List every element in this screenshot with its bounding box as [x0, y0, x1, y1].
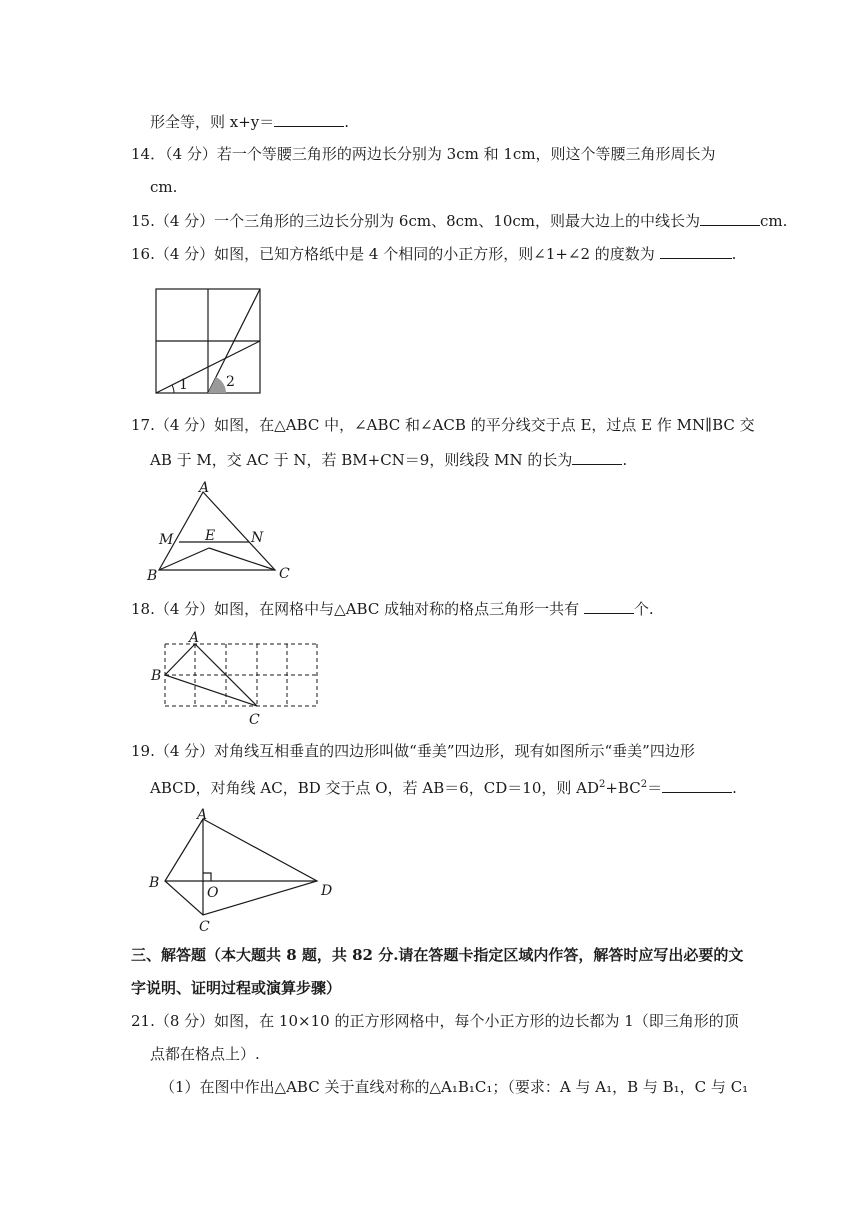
- label-N: N: [251, 530, 264, 546]
- section-3-text-2: 字说明、证明过程或演算步骤）: [131, 979, 342, 997]
- q19-text-3: +BC: [605, 779, 641, 797]
- q18-line: [131, 597, 654, 620]
- label-C: C: [199, 919, 210, 935]
- q14-line1: [131, 143, 716, 165]
- section-3-heading-2: [131, 977, 341, 999]
- figure-18-grid: [145, 630, 325, 730]
- superscript: 2: [640, 779, 648, 790]
- q15-line: [131, 209, 787, 232]
- q19-end: .: [732, 779, 737, 797]
- q21-text-3: （1）在图中作出△ABC 关于直线对称的△A₁B₁C₁；（要求：A 与 A₁，B 与 B₁，C 与 C₁: [160, 1078, 749, 1096]
- q17-end: .: [622, 451, 628, 469]
- superscript: 2: [598, 779, 606, 790]
- q14-line2: [150, 176, 177, 198]
- figure-17-triangle: [145, 478, 295, 583]
- label-D: D: [321, 883, 333, 899]
- q18-text: 18.（4 分）如图，在网格中与△ABC 成轴对称的格点三角形一共有: [131, 600, 580, 618]
- answer-blank[interactable]: [584, 597, 634, 614]
- q16-end: .: [731, 245, 737, 263]
- label-C: C: [279, 566, 290, 582]
- q15-text: 15.（4 分）一个三角形的三边长分别为 6cm、8cm、10cm，则最大边上的中线长为: [131, 212, 700, 230]
- q17-text: 17.（4 分）如图，在△ABC 中，∠ABC 和∠ACB 的平分线交于点 E，过点 E 作 MN∥BC 交: [131, 416, 755, 434]
- q19-eq: ＝: [647, 779, 663, 797]
- q19-text: 19.（4 分）对角线互相垂直的四边形叫做“垂美”四边形，现有如图所示“垂美”四边形: [131, 742, 695, 760]
- section-3-text: 三、解答题（本大题共 8 题，共 82 分.请在答题卡指定区域内作答，解答时应写出必要的文: [131, 946, 744, 964]
- q17-text-2: AB 于 M，交 AC 于 N，若 BM+CN＝9，则线段 MN 的长为: [150, 451, 573, 469]
- label-B: B: [151, 668, 162, 684]
- q21-line3: [160, 1076, 748, 1098]
- q21-line1: [131, 1010, 739, 1032]
- q19-line2: [150, 774, 737, 799]
- q13-end: .: [344, 113, 350, 131]
- angle-2-mark: [208, 377, 226, 393]
- answer-blank[interactable]: [700, 209, 760, 226]
- q21-text-2: 点都在格点上）.: [150, 1045, 260, 1063]
- label-B: B: [149, 875, 160, 891]
- q19-line1: [131, 740, 695, 762]
- q16-line: [131, 242, 736, 265]
- q14-unit: cm.: [150, 178, 178, 196]
- answer-blank[interactable]: [660, 242, 732, 259]
- figure-19-quadrilateral: [145, 805, 345, 935]
- answer-blank[interactable]: [572, 448, 622, 465]
- q15-unit: cm.: [760, 212, 788, 230]
- label-O: O: [207, 885, 219, 901]
- q16-text: 16.（4 分）如图，已知方格纸中是 4 个相同的小正方形，则∠1+∠2 的度数为: [131, 245, 655, 263]
- label-E: E: [205, 528, 216, 544]
- q21-text: 21.（8 分）如图，在 10×10 的正方形网格中，每个小正方形的边长都为 1（即三角形的顶: [131, 1012, 739, 1030]
- answer-blank[interactable]: [274, 110, 344, 127]
- q17-line2: [150, 448, 627, 471]
- section-3-heading: [131, 944, 743, 966]
- label-A: A: [199, 480, 210, 496]
- angle-2-label: 2: [226, 374, 235, 390]
- answer-blank[interactable]: [662, 776, 732, 793]
- q21-line2: [150, 1043, 260, 1065]
- label-M: M: [159, 532, 174, 548]
- q13-continuation: [150, 110, 349, 133]
- label-C: C: [249, 712, 260, 728]
- figure-16-grid: [150, 285, 270, 405]
- q19-text-2: ABCD，对角线 AC，BD 交于点 O，若 AB＝6，CD＝10，则 AD: [150, 779, 599, 797]
- q17-line1: [131, 414, 755, 436]
- angle-1-label: 1: [179, 377, 188, 393]
- q18-end: 个.: [633, 600, 654, 618]
- q14-text: 14．（4 分）若一个等腰三角形的两边长分别为 3cm 和 1cm，则这个等腰三角形周长为: [131, 145, 716, 163]
- label-B: B: [147, 568, 158, 584]
- q13-text: 形全等，则 x+y＝: [150, 113, 275, 131]
- angle-1-arc: [172, 385, 174, 393]
- label-A: A: [197, 807, 208, 823]
- label-A: A: [189, 630, 200, 646]
